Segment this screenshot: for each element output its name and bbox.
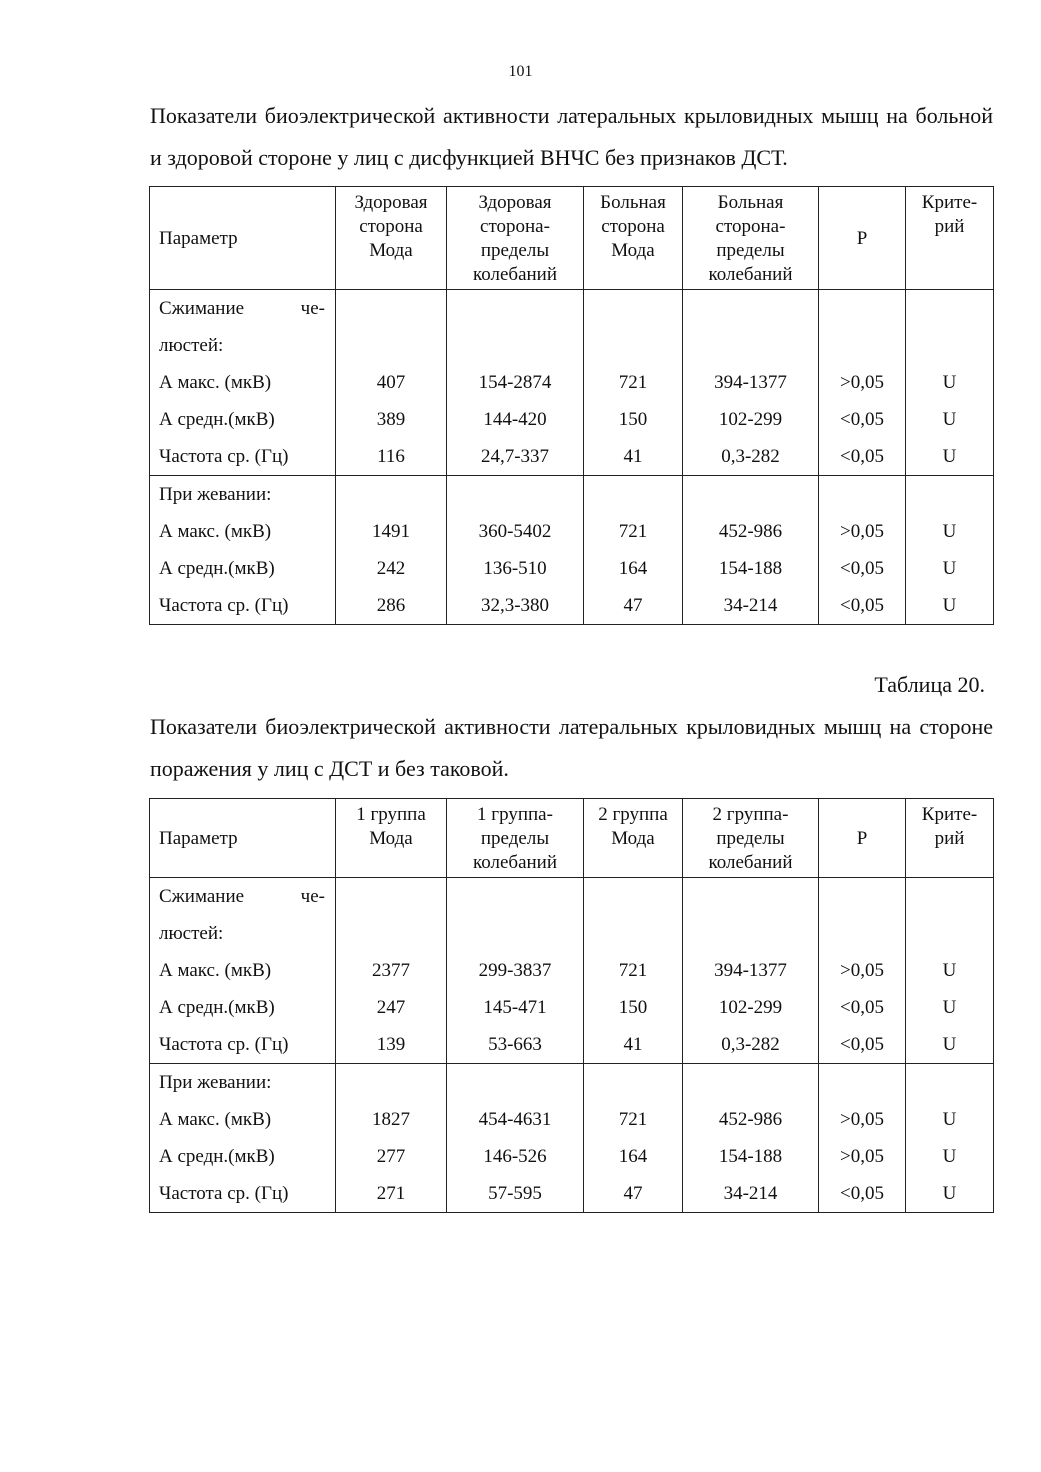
spacer bbox=[447, 878, 583, 915]
cell-value: <0,05 bbox=[840, 595, 884, 616]
header-line: Мода bbox=[611, 828, 655, 849]
cell-value: U bbox=[942, 521, 957, 542]
cell-value: 136-510 bbox=[483, 558, 547, 579]
group-title-word: Сжимание bbox=[159, 298, 245, 319]
table2-group2-col-p bbox=[819, 1064, 906, 1213]
group-title-hyphen: че- bbox=[300, 886, 325, 907]
table2-header-p bbox=[819, 799, 906, 878]
group-title-word: Сжимание bbox=[159, 886, 245, 907]
cell-value: 1491 bbox=[372, 521, 410, 542]
table1-group1-col-p bbox=[819, 290, 906, 476]
row-parameter: А средн.(мкВ) bbox=[159, 558, 275, 579]
spacer bbox=[819, 290, 905, 327]
group-title-line2: люстей: bbox=[159, 923, 224, 944]
spacer bbox=[819, 878, 905, 915]
table1-caption: Показатели биоэлектрической активности латеральных крыловидных мышц на больной и здоровой стороне у лиц с дисфункцией ВНЧС без признаков ДСТ. bbox=[150, 103, 993, 170]
header-line: пределы bbox=[480, 240, 550, 261]
cell-value: 57-595 bbox=[488, 1183, 542, 1204]
table1-group-clenching bbox=[150, 290, 994, 476]
table2-group2-col-range-a bbox=[447, 1064, 584, 1213]
header-line: Мода bbox=[369, 828, 413, 849]
cell-value: U bbox=[942, 558, 957, 579]
cell-value: 47 bbox=[623, 1183, 643, 1204]
header-line: Здоровая bbox=[354, 192, 428, 213]
header-line: 1 группа- bbox=[477, 804, 553, 825]
cell-value: U bbox=[942, 446, 957, 467]
header-line: сторона bbox=[601, 216, 665, 237]
table1-header-range-b bbox=[683, 187, 819, 290]
cell-value: 41 bbox=[623, 446, 643, 467]
header-line: 2 группа- bbox=[712, 804, 789, 825]
header-line: Здоровая bbox=[478, 192, 552, 213]
table2-group1-col-range-b bbox=[683, 878, 819, 1064]
page-number: 101 bbox=[508, 63, 533, 80]
spacer bbox=[336, 878, 446, 915]
cell-value: 102-299 bbox=[718, 409, 783, 430]
cell-value: <0,05 bbox=[840, 1034, 884, 1055]
table2-header-range-b bbox=[683, 799, 819, 878]
spacer bbox=[683, 878, 818, 915]
table1-group2-col-criterion bbox=[906, 476, 994, 625]
row-parameter: А макс. (мкВ) bbox=[159, 960, 272, 981]
cell-value: 0,3-282 bbox=[721, 1034, 780, 1055]
header-line: 1 группа bbox=[356, 804, 426, 825]
header-line: пределы bbox=[716, 828, 785, 849]
row-parameter: А средн.(мкВ) bbox=[159, 1146, 275, 1167]
spacer bbox=[906, 1064, 993, 1101]
cell-value: U bbox=[942, 1109, 957, 1130]
table1-group1-col-range-a bbox=[447, 290, 584, 476]
cell-value: 452-986 bbox=[718, 521, 783, 542]
cell-value: 271 bbox=[376, 1183, 406, 1204]
table2-group2-col-criterion bbox=[906, 1064, 994, 1213]
row-parameter: Частота ср. (Гц) bbox=[159, 1183, 289, 1204]
table1-group1-col-mode-b bbox=[584, 290, 683, 476]
spacer bbox=[447, 290, 583, 327]
spacer bbox=[336, 915, 446, 952]
header-line: Мода bbox=[369, 240, 413, 261]
spacer bbox=[683, 476, 818, 513]
cell-value: 454-4631 bbox=[478, 1109, 552, 1130]
header-line: колебаний bbox=[708, 264, 793, 285]
table2-group1-col-p bbox=[819, 878, 906, 1064]
spacer bbox=[447, 327, 583, 364]
cell-value: 154-188 bbox=[718, 1146, 783, 1167]
cell-value: 360-5402 bbox=[478, 521, 552, 542]
group-title-line2: люстей: bbox=[159, 335, 224, 356]
cell-value: 394-1377 bbox=[714, 372, 787, 393]
header-line: 2 группа bbox=[598, 804, 668, 825]
cell-value: >0,05 bbox=[840, 1109, 884, 1130]
cell-value: 145-471 bbox=[483, 997, 547, 1018]
spacer bbox=[819, 476, 905, 513]
header-line: рий bbox=[934, 216, 965, 237]
table2-header-row bbox=[150, 799, 994, 878]
table1-header-p bbox=[819, 187, 906, 290]
cell-value: 299-3837 bbox=[478, 960, 552, 981]
spacer bbox=[906, 476, 993, 513]
spacer bbox=[336, 327, 446, 364]
row-parameter: Частота ср. (Гц) bbox=[159, 446, 289, 467]
spacer bbox=[584, 915, 682, 952]
header-line: Больная bbox=[717, 192, 784, 213]
cell-value: 721 bbox=[618, 372, 648, 393]
cell-value: 721 bbox=[618, 521, 648, 542]
table1-header-param bbox=[150, 187, 336, 290]
cell-value: 452-986 bbox=[718, 1109, 783, 1130]
header-line: рий bbox=[934, 828, 965, 849]
table2-group1-col-mode-a bbox=[336, 878, 447, 1064]
table2-group1-col-range-a bbox=[447, 878, 584, 1064]
group-title-hyphen: че- bbox=[300, 298, 325, 319]
table1-group-chewing bbox=[150, 476, 994, 625]
spacer bbox=[336, 290, 446, 327]
table2-group1-col-param bbox=[150, 878, 336, 1064]
spacer bbox=[447, 476, 583, 513]
table2-header-criterion bbox=[906, 799, 994, 878]
cell-value: 53-663 bbox=[488, 1034, 542, 1055]
table1-group1-col-range-b bbox=[683, 290, 819, 476]
cell-value: U bbox=[942, 409, 957, 430]
table1 bbox=[149, 186, 994, 625]
header-line: пределы bbox=[480, 828, 550, 849]
cell-value: >0,05 bbox=[840, 372, 884, 393]
spacer bbox=[683, 290, 818, 327]
table1-header-mode-b bbox=[584, 187, 683, 290]
group-title-line1 bbox=[150, 290, 335, 327]
spacer bbox=[584, 327, 682, 364]
table2-header-range-a bbox=[447, 799, 584, 878]
cell-value: 0,3-282 bbox=[721, 446, 780, 467]
header-line: Крите- bbox=[921, 804, 978, 825]
cell-value: 277 bbox=[376, 1146, 406, 1167]
spacer bbox=[906, 878, 993, 915]
header-line: пределы bbox=[716, 240, 785, 261]
cell-value: 154-188 bbox=[718, 558, 783, 579]
cell-value: 32,3-380 bbox=[480, 595, 550, 616]
table1-header-criterion bbox=[906, 187, 994, 290]
cell-value: 407 bbox=[376, 372, 406, 393]
cell-value: 721 bbox=[618, 1109, 648, 1130]
table1-header-range-a bbox=[447, 187, 584, 290]
header-line: P bbox=[856, 828, 868, 849]
spacer bbox=[683, 1064, 818, 1101]
row-parameter: А макс. (мкВ) bbox=[159, 521, 272, 542]
cell-value: 34-214 bbox=[723, 1183, 778, 1204]
header-line: Параметр bbox=[159, 228, 238, 249]
table1-group2-col-mode-b bbox=[584, 476, 683, 625]
cell-value: U bbox=[942, 997, 957, 1018]
header-line: Больная bbox=[600, 192, 666, 213]
header-line: P bbox=[856, 228, 868, 249]
cell-value: 1827 bbox=[372, 1109, 410, 1130]
row-parameter: А макс. (мкВ) bbox=[159, 1109, 272, 1130]
table2-caption: Показатели биоэлектрической активности латеральных крыловидных мышц на стороне поражения у лиц с ДСТ и без таковой. bbox=[150, 714, 993, 781]
table2-group-clenching bbox=[150, 878, 994, 1064]
header-line: Параметр bbox=[159, 828, 238, 849]
spacer bbox=[683, 915, 818, 952]
cell-value: <0,05 bbox=[840, 1183, 884, 1204]
table2-header-mode-a bbox=[336, 799, 447, 878]
table2-label: Таблица 20. bbox=[874, 672, 985, 697]
spacer bbox=[447, 915, 583, 952]
spacer bbox=[906, 915, 993, 952]
spacer bbox=[683, 327, 818, 364]
cell-value: 721 bbox=[618, 960, 648, 981]
spacer bbox=[819, 327, 905, 364]
header-line: сторона bbox=[359, 216, 423, 237]
spacer bbox=[584, 878, 682, 915]
cell-value: 116 bbox=[377, 446, 405, 467]
cell-value: 164 bbox=[618, 558, 648, 579]
table2-header-mode-b bbox=[584, 799, 683, 878]
cell-value: 139 bbox=[376, 1034, 406, 1055]
table2-group2-col-range-b bbox=[683, 1064, 819, 1213]
cell-value: U bbox=[942, 1146, 957, 1167]
cell-value: 144-420 bbox=[483, 409, 547, 430]
header-line: сторона- bbox=[715, 216, 786, 237]
spacer bbox=[584, 476, 682, 513]
spacer bbox=[447, 1064, 583, 1101]
row-parameter: Частота ср. (Гц) bbox=[159, 1034, 289, 1055]
header-line: колебаний bbox=[472, 852, 558, 873]
cell-value: 34-214 bbox=[723, 595, 778, 616]
cell-value: U bbox=[942, 372, 957, 393]
cell-value: >0,05 bbox=[840, 521, 884, 542]
table2-group2-col-mode-b bbox=[584, 1064, 683, 1213]
table2-group2-col-mode-a bbox=[336, 1064, 447, 1213]
spacer bbox=[906, 327, 993, 364]
cell-value: >0,05 bbox=[840, 1146, 884, 1167]
group-title: При жевании: bbox=[159, 484, 272, 505]
spacer bbox=[584, 1064, 682, 1101]
cell-value: U bbox=[942, 960, 957, 981]
spacer bbox=[819, 1064, 905, 1101]
cell-value: 146-526 bbox=[483, 1146, 547, 1167]
header-line: колебаний bbox=[708, 852, 793, 873]
header-line: Мода bbox=[611, 240, 655, 261]
table1-group2-col-range-a bbox=[447, 476, 584, 625]
table1-group2-col-p bbox=[819, 476, 906, 625]
cell-value: 389 bbox=[376, 409, 406, 430]
cell-value: U bbox=[942, 595, 957, 616]
cell-value: <0,05 bbox=[840, 446, 884, 467]
row-parameter: А макс. (мкВ) bbox=[159, 372, 272, 393]
cell-value: 150 bbox=[618, 409, 648, 430]
spacer bbox=[584, 290, 682, 327]
table1-header-mode-a bbox=[336, 187, 447, 290]
cell-value: 286 bbox=[376, 595, 406, 616]
cell-value: 242 bbox=[376, 558, 406, 579]
row-parameter: А средн.(мкВ) bbox=[159, 997, 275, 1018]
header-line: колебаний bbox=[472, 264, 558, 285]
cell-value: <0,05 bbox=[840, 558, 884, 579]
cell-value: U bbox=[942, 1034, 957, 1055]
table2-group1-col-mode-b bbox=[584, 878, 683, 1064]
table1-group1-col-criterion bbox=[906, 290, 994, 476]
table1-group2-col-mode-a bbox=[336, 476, 447, 625]
cell-value: 150 bbox=[618, 997, 648, 1018]
header-line: Крите- bbox=[921, 192, 978, 213]
cell-value: 247 bbox=[376, 997, 406, 1018]
table2-group-chewing bbox=[150, 1064, 994, 1213]
cell-value: <0,05 bbox=[840, 409, 884, 430]
table1-group2-col-range-b bbox=[683, 476, 819, 625]
table1-group2-col-param bbox=[150, 476, 336, 625]
table1-header-row bbox=[150, 187, 994, 290]
cell-value: <0,05 bbox=[840, 997, 884, 1018]
group-title-line1 bbox=[150, 878, 335, 915]
table2-group1-col-criterion bbox=[906, 878, 994, 1064]
cell-value: 41 bbox=[623, 1034, 643, 1055]
table1-group1-col-mode-a bbox=[336, 290, 447, 476]
cell-value: >0,05 bbox=[840, 960, 884, 981]
table2-header-param bbox=[150, 799, 336, 878]
cell-value: 47 bbox=[623, 595, 643, 616]
spacer bbox=[819, 915, 905, 952]
row-parameter: Частота ср. (Гц) bbox=[159, 595, 289, 616]
table2 bbox=[149, 798, 994, 1213]
cell-value: 394-1377 bbox=[714, 960, 787, 981]
table1-group1-col-param bbox=[150, 290, 336, 476]
cell-value: 154-2874 bbox=[478, 372, 552, 393]
cell-value: 102-299 bbox=[718, 997, 783, 1018]
spacer bbox=[906, 290, 993, 327]
spacer bbox=[336, 476, 446, 513]
cell-value: 2377 bbox=[372, 960, 410, 981]
spacer bbox=[336, 1064, 446, 1101]
cell-value: 24,7-337 bbox=[480, 446, 550, 467]
cell-value: 164 bbox=[618, 1146, 648, 1167]
group-title: При жевании: bbox=[159, 1072, 272, 1093]
table2-group2-col-param bbox=[150, 1064, 336, 1213]
header-line: сторона- bbox=[480, 216, 550, 237]
cell-value: U bbox=[942, 1183, 957, 1204]
row-parameter: А средн.(мкВ) bbox=[159, 409, 275, 430]
